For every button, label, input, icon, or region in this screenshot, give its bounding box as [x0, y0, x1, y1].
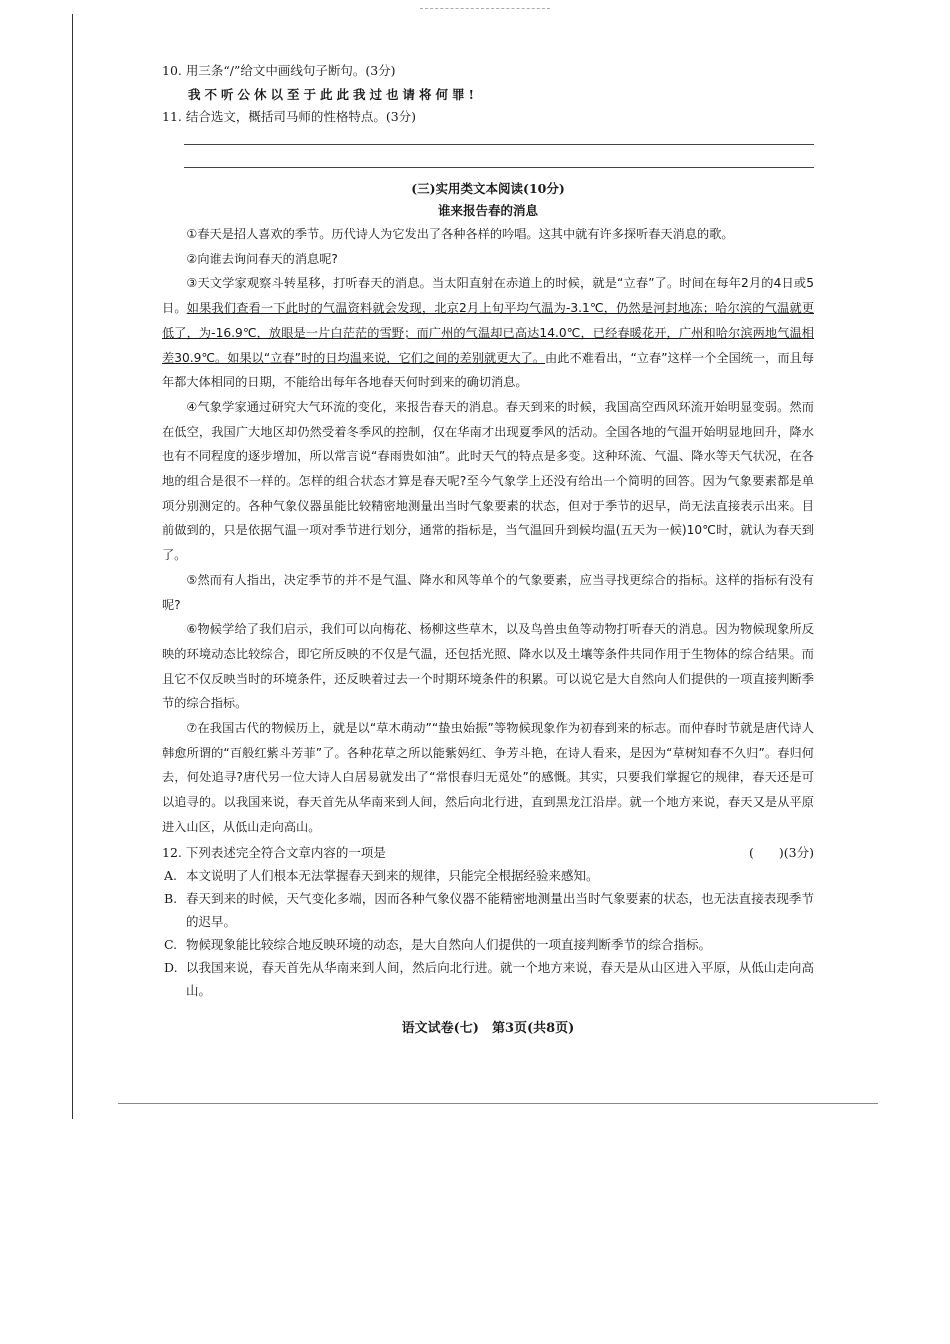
- paragraph-1: ①春天是招人喜欢的季节。历代诗人为它发出了各种各样的吟唱。这其中就有许多探听春天消息的歌。: [186, 227, 734, 241]
- option-d[interactable]: D. 以我国来说，春天首先从华南来到人间，然后向北行进。就一个地方来说，春天是从山区进入平原，从低山走向高山。: [164, 959, 814, 998]
- article-title: 谁来报告春的消息: [437, 203, 538, 218]
- paragraph-3-tail: 由此不难看出，“立春”这样一个全国统一，而且每年都大体相同的日期，不能给出每年各地春天何时到来的确切消息。: [162, 350, 814, 390]
- option-c[interactable]: C. 物候现象能比较综合地反映环境的动态，是大自然向人们提供的一项直接判断季节的综合指标。: [164, 936, 712, 952]
- paragraph-6: ⑥物候学给了我们启示，我们可以向梅花、杨柳这些草木，以及鸟兽虫鱼等动物打听春天的消息。因为物候现象所反映的环境动态比较综合，即它所反映的不仅是气温，还包括光照、降水以及土壤等条件共同作用于生物体的综合结果。而且它不仅反映当时的环境条件，还反映着过去一个时期环境条件的积累。可以说它是大自然向人们提供的一项直接判断季节的综合指标。: [162, 622, 814, 711]
- paragraph-3: [162, 271, 814, 395]
- option-b[interactable]: B. 春天到来的时候，天气变化多端，因而各种气象仪器不能精密地测量出当时气象要素的状态，也无法直接表现季节的迟早。: [164, 890, 814, 929]
- answer-line-1[interactable]: [184, 144, 814, 145]
- page-footer: 语文试卷(七) 第3页(共8页): [401, 1020, 575, 1036]
- paragraph-3-underlined: 如果我们查看一下此时的气温资料就会发现，北京2月上旬平均气温为-3.1℃，仍然是河封地冻；哈尔滨的气温就更低了，为-16.9℃，放眼是一片白茫茫的雪野；而广州的气温却已高达14.0℃，已经春暖花开，广州和哈尔滨两地气温相差30.9℃。如果以“立春”时的日均温来说，它们之间的差别就更大了。: [162, 301, 815, 365]
- question-10-sentence: 我不听公休以至于此此我过也请将何罪!: [188, 87, 478, 102]
- paragraph-2: ②向谁去询问春天的消息呢?: [186, 251, 338, 266]
- paragraph-7: ⑦在我国古代的物候历上，就是以“草木萌动”“蛰虫始振”等物候现象作为初春到来的标志。而仲春时节就是唐代诗人韩愈所谓的“百般红紫斗芳菲”了。各种花草之所以能紫妈红、争芳斗艳，在诗人看来，是因为“草树知春不久归”。春归何去，何处追寻?唐代另一位大诗人白居易就发出了“常恨春归无觅处”的感慨。其实，只要我们掌握它的规律，春天还是可以追寻的。以我国来说，春天首先从华南来到人间，然后向北行进，直到黑龙江沿岸。就一个地方来说，春天又是从平原进入山区，从低山走向高山。: [162, 721, 814, 834]
- question-10: 10. 用三条“/”给文中画线句子断句。(3分): [162, 63, 396, 78]
- answer-line-2[interactable]: [184, 167, 814, 168]
- left-margin-rule: [72, 14, 73, 1119]
- option-a[interactable]: A. 本文说明了人们根本无法掌握春天到来的规律，只能完全根据经验来感知。: [164, 867, 599, 883]
- question-12-answer-blank[interactable]: ( )(3分): [749, 844, 814, 860]
- paragraph-3-lead: ③天文学家观察斗转星移，打听春天的消息。当太阳直射在赤道上的时候，就是“立春”了。时间在每年2月的4日或5日。: [162, 276, 814, 316]
- paragraph-4: ④气象学家通过研究大气环流的变化，来报告春天的消息。春天到来的时候，我国高空西风环流开始明显变弱。然而在低空，我国广大地区却仍然受着冬季风的控制，仅在华南才出现夏季风的活动。全国各地的气温开始明显地回升，降水也有不同程度的逐步增加，所以常言说“春雨贵如油”。此时天气的特点是多变。这种环流、气温、降水等天气状况，在各地的组合是很不一样的。怎样的组合状态才算是春天呢?至今气象学上还没有给出一个简明的回答。因为气象要素都是单项分别测定的。各种气象仪器虽能比较精密地测量出当时气象要素的状态，但对于季节的迟早，尚无法直接表示出来。目前做到的，只是依据气温一项对季节进行划分，通常的指标是，当气温回升到候均温(五天为一候)10℃时，就认为春天到了。: [162, 399, 814, 563]
- question-11: 11. 结合选文，概括司马师的性格特点。(3分): [162, 109, 417, 124]
- bottom-scan-rule: [118, 1103, 878, 1104]
- paragraph-5: ⑤然而有人指出，决定季节的并不是气温、降水和风等单个的气象要素，应当寻找更综合的指标。这样的指标有没有呢?: [162, 572, 814, 612]
- section-title: (三)实用类文本阅读(10分): [411, 181, 565, 196]
- question-12-label: 12. 下列表述完全符合文章内容的一项是: [162, 844, 386, 860]
- exam-page: [162, 60, 814, 1053]
- top-scan-mark: [420, 8, 550, 9]
- question-12: [162, 842, 814, 864]
